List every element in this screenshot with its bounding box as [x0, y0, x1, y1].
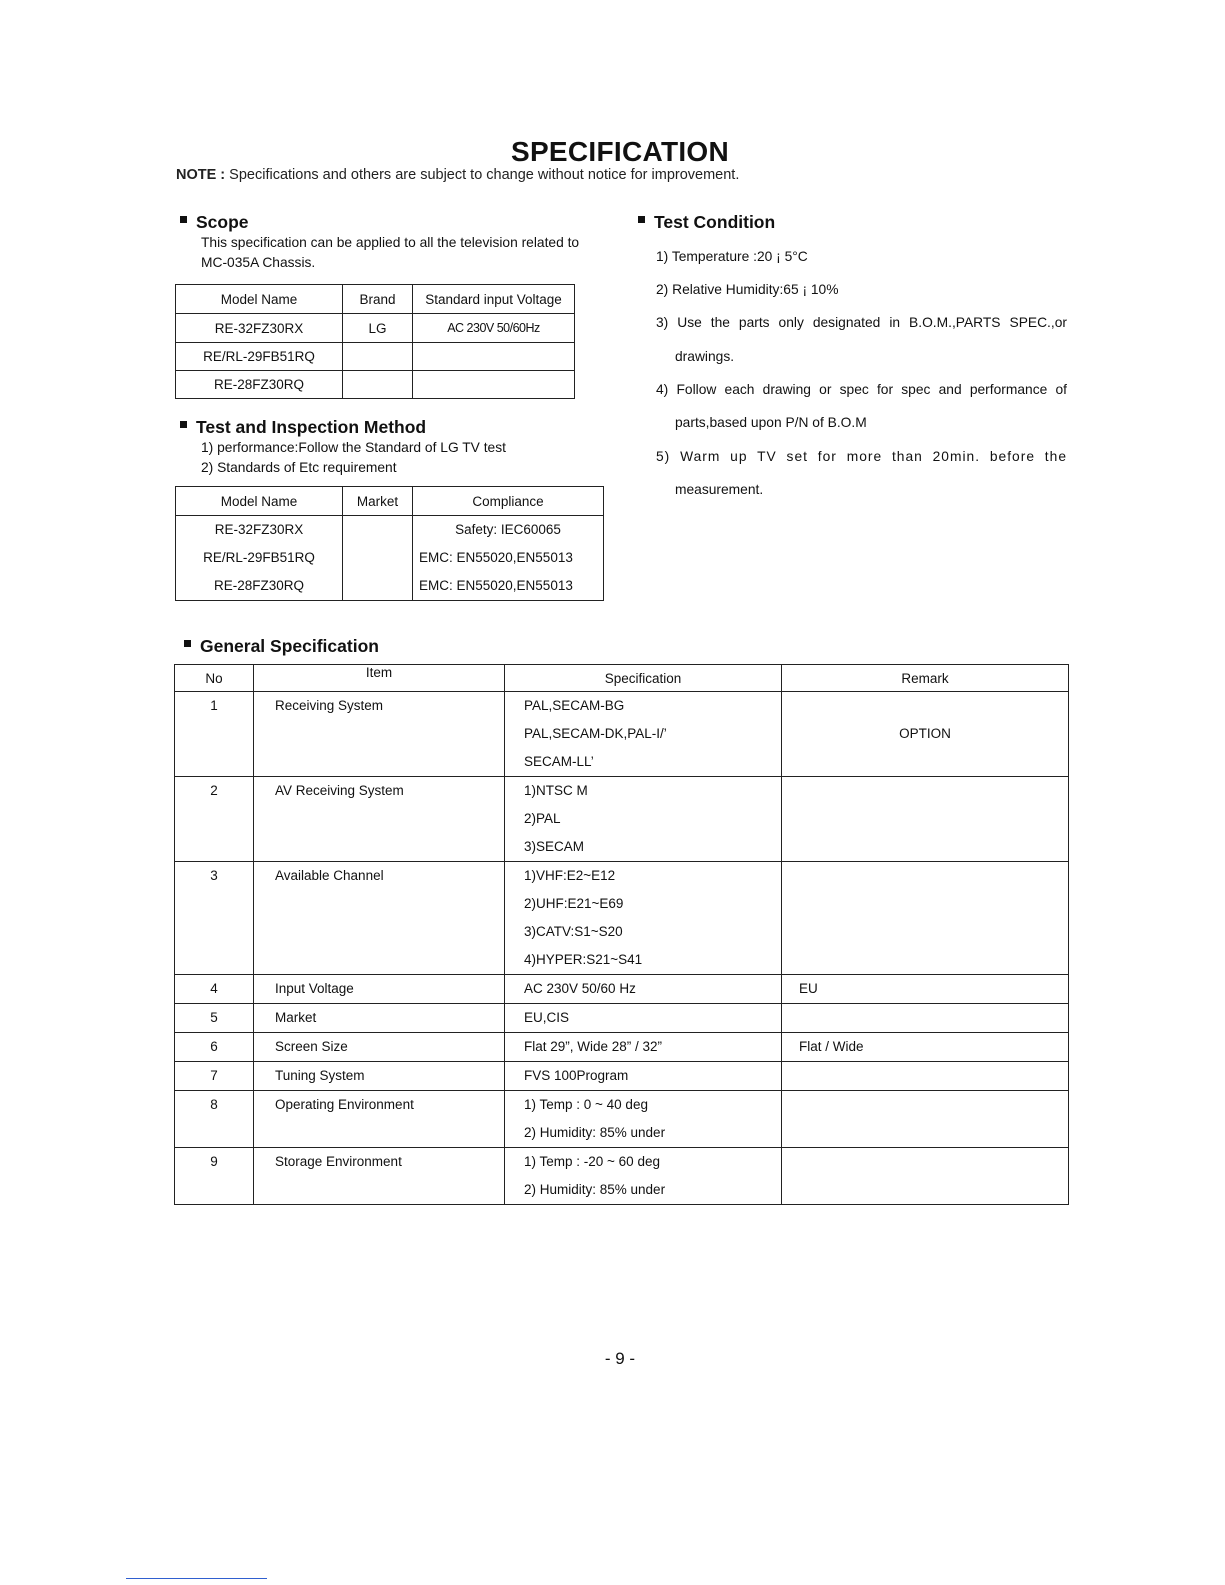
table-cell: LG	[343, 314, 413, 343]
table-cell-item	[254, 1148, 505, 1205]
table-row	[176, 314, 575, 343]
table-cell-remark	[782, 862, 1069, 975]
table-cell-item	[254, 862, 505, 975]
list-item: 5) Warm up TV set for more than 20min. before the	[656, 448, 1067, 464]
table-header: Model Name	[176, 487, 343, 516]
inspection-heading	[180, 417, 426, 438]
item-name: Input Voltage	[275, 981, 354, 996]
table-cell	[413, 516, 604, 601]
table-cell-remark	[782, 1004, 1069, 1033]
spec-line: 2) Humidity: 85% under	[524, 1125, 666, 1140]
spec-line: 2) Humidity: 85% under	[524, 1182, 666, 1197]
table-cell-spec	[505, 975, 782, 1004]
compliance-item: Safety: IEC60065	[455, 522, 561, 537]
table-cell-spec	[505, 1033, 782, 1062]
table-row	[175, 777, 1069, 862]
remark-text: EU	[799, 981, 818, 996]
row-number: 5	[210, 1010, 218, 1025]
table-header: Specification	[505, 665, 782, 692]
bullet-square-icon	[184, 640, 191, 647]
table-row	[175, 1148, 1069, 1205]
spec-line: 2)UHF:E21~E69	[524, 896, 624, 911]
item-name: Available Channel	[275, 868, 384, 883]
inspection-list	[201, 438, 506, 477]
table-cell-no	[175, 777, 254, 862]
list-item: parts,based upon P/N of B.O.M	[675, 415, 867, 431]
table-cell-remark	[782, 692, 1069, 777]
item-name: Market	[275, 1010, 317, 1025]
list-item: 1) performance:Follow the Standard of LG TV test	[201, 440, 506, 455]
row-number: 6	[210, 1039, 218, 1054]
table-cell-remark	[782, 975, 1069, 1004]
remark-text: Flat / Wide	[799, 1039, 864, 1054]
spec-line: EU,CIS	[524, 1010, 570, 1025]
table-row	[176, 343, 575, 371]
remark-text	[782, 862, 1068, 890]
general-heading	[184, 636, 379, 657]
spec-line: Flat 29”, Wide 28” / 32”	[524, 1039, 663, 1054]
table-header: Brand	[343, 285, 413, 314]
row-number: 9	[210, 1154, 218, 1169]
spec-line: FVS 100Program	[524, 1068, 629, 1083]
scope-heading-text: Scope	[196, 212, 249, 232]
row-number: 8	[210, 1097, 218, 1112]
table-cell	[343, 343, 413, 371]
table-row	[175, 692, 1069, 777]
test-condition-list	[656, 233, 1067, 513]
table-cell	[176, 516, 343, 601]
bullet-square-icon	[180, 216, 187, 223]
scope-text	[201, 233, 611, 272]
list-item: 4) Follow each drawing or spec for spec and performance of	[656, 381, 1067, 397]
remark-text	[782, 1004, 1068, 1032]
table-cell-item	[254, 1091, 505, 1148]
model-name: RE-32FZ30RX	[214, 522, 304, 537]
table-cell: AC 230V 50/60Hz	[413, 314, 575, 343]
spec-line: AC 230V 50/60 Hz	[524, 981, 636, 996]
scope-text-line: MC-035A Chassis.	[201, 254, 316, 270]
compliance-item: EMC: EN55020,EN55013	[419, 578, 573, 593]
table-row	[175, 975, 1069, 1004]
remark-text	[782, 777, 1068, 805]
list-item: 2) Relative Humidity:65 ¡ 10%	[656, 282, 839, 298]
list-item: 3) Use the parts only designated in B.O.M.,PARTS SPEC.,or	[656, 315, 1067, 331]
table-cell-no	[175, 975, 254, 1004]
table-cell	[413, 371, 575, 399]
general-spec-table	[174, 664, 1069, 1205]
table-row	[175, 1004, 1069, 1033]
spec-line: 2)PAL	[524, 811, 561, 826]
table-row	[175, 1091, 1069, 1148]
list-item: 1) Temperature :20 ¡ 5°C	[656, 248, 808, 264]
table-cell-spec	[505, 692, 782, 777]
item-name: Storage Environment	[275, 1154, 402, 1169]
scope-text-line: This specification can be applied to all the television related to	[201, 235, 580, 250]
table-cell-no	[175, 692, 254, 777]
row-number: 3	[210, 868, 218, 883]
table-cell	[413, 343, 575, 371]
table-cell-remark	[782, 1091, 1069, 1148]
table-cell-spec	[505, 1062, 782, 1091]
note-label: NOTE :	[176, 167, 226, 183]
table-cell-spec	[505, 862, 782, 975]
item-name: Screen Size	[275, 1039, 348, 1054]
table-cell-item	[254, 975, 505, 1004]
remark-text	[782, 1091, 1068, 1119]
note	[176, 167, 739, 183]
inspection-table	[175, 486, 604, 601]
list-item: drawings.	[675, 348, 735, 364]
table-cell: RE/RL-29FB51RQ	[176, 343, 343, 371]
table-cell-no	[175, 1148, 254, 1205]
table-cell-item	[254, 1033, 505, 1062]
item-name: Tuning System	[275, 1068, 365, 1083]
table-cell-spec	[505, 1004, 782, 1033]
spec-line: 1)VHF:E2~E12	[524, 868, 616, 883]
table-header: Model Name	[176, 285, 343, 314]
spec-line: 3)CATV:S1~S20	[524, 924, 623, 939]
table-cell-no	[175, 1091, 254, 1148]
table-cell-remark	[782, 1062, 1069, 1091]
row-number: 4	[210, 981, 218, 996]
compliance-item: EMC: EN55020,EN55013	[419, 550, 573, 565]
model-name: RE/RL-29FB51RQ	[203, 550, 315, 565]
spec-line: 1) Temp : 0 ~ 40 deg	[524, 1097, 648, 1112]
table-header: Standard input Voltage	[413, 285, 575, 314]
table-header: Remark	[782, 665, 1069, 692]
inspection-heading-text: Test and Inspection Method	[196, 417, 427, 437]
table-cell-item	[254, 1062, 505, 1091]
item-name: Operating Environment	[275, 1097, 414, 1112]
spec-line: 4)HYPER:S21~S41	[524, 952, 643, 967]
model-name: RE-28FZ30RQ	[213, 578, 305, 593]
table-row	[175, 1033, 1069, 1062]
test-condition-heading	[638, 212, 775, 233]
page-title: SPECIFICATION	[510, 136, 730, 167]
table-row	[175, 1062, 1069, 1091]
table-row	[176, 516, 604, 601]
table-header: Item	[254, 665, 505, 692]
table-cell-no	[175, 862, 254, 975]
table-header: Compliance	[413, 487, 604, 516]
test-condition-heading-text: Test Condition	[654, 212, 776, 232]
table-cell-spec	[505, 1091, 782, 1148]
scope-heading	[180, 212, 249, 233]
table-cell: RE-28FZ30RQ	[176, 371, 343, 399]
spec-line: 1)NTSC M	[524, 783, 588, 798]
item-name: AV Receiving System	[275, 783, 404, 798]
list-item: measurement.	[675, 481, 764, 497]
row-number: 2	[210, 783, 218, 798]
spec-line: SECAM-LL’	[524, 754, 594, 769]
spec-line: PAL,SECAM-DK,PAL-I/’	[524, 726, 667, 741]
bullet-square-icon	[638, 216, 645, 223]
item-name: Receiving System	[275, 698, 384, 713]
table-row	[176, 371, 575, 399]
spec-line: PAL,SECAM-BG	[524, 698, 625, 713]
general-heading-text: General Specification	[200, 636, 379, 656]
page-number: - 9 -	[604, 1349, 636, 1368]
remark-text	[782, 1148, 1068, 1176]
spec-line: 3)SECAM	[524, 839, 585, 854]
spec-line: 1) Temp : -20 ~ 60 deg	[524, 1154, 660, 1169]
table-cell-no	[175, 1033, 254, 1062]
table-cell-item	[254, 777, 505, 862]
row-number: 1	[210, 698, 218, 713]
general-spec-body	[175, 692, 1069, 1205]
bullet-square-icon	[180, 421, 187, 428]
row-number: 7	[210, 1068, 218, 1083]
remark-text	[782, 1062, 1068, 1090]
table-header: No	[175, 665, 254, 692]
table-cell-item	[254, 1004, 505, 1033]
table-cell-spec	[505, 777, 782, 862]
footer-link-underline	[126, 1578, 267, 1579]
table-cell-no	[175, 1004, 254, 1033]
table-row	[175, 862, 1069, 975]
table-header: Market	[343, 487, 413, 516]
table-cell-spec	[505, 1148, 782, 1205]
table-cell-no	[175, 1062, 254, 1091]
table-cell	[343, 371, 413, 399]
table-cell-item	[254, 692, 505, 777]
table-cell-remark	[782, 777, 1069, 862]
list-item: 2) Standards of Etc requirement	[201, 459, 397, 475]
table-cell-remark	[782, 1148, 1069, 1205]
remark-text: OPTION	[899, 726, 951, 741]
table-cell	[343, 516, 413, 601]
table-cell: RE-32FZ30RX	[176, 314, 343, 343]
table-cell-remark	[782, 1033, 1069, 1062]
note-text: Specifications and others are subject to change without notice for improvement.	[229, 167, 740, 183]
scope-table	[175, 284, 575, 399]
